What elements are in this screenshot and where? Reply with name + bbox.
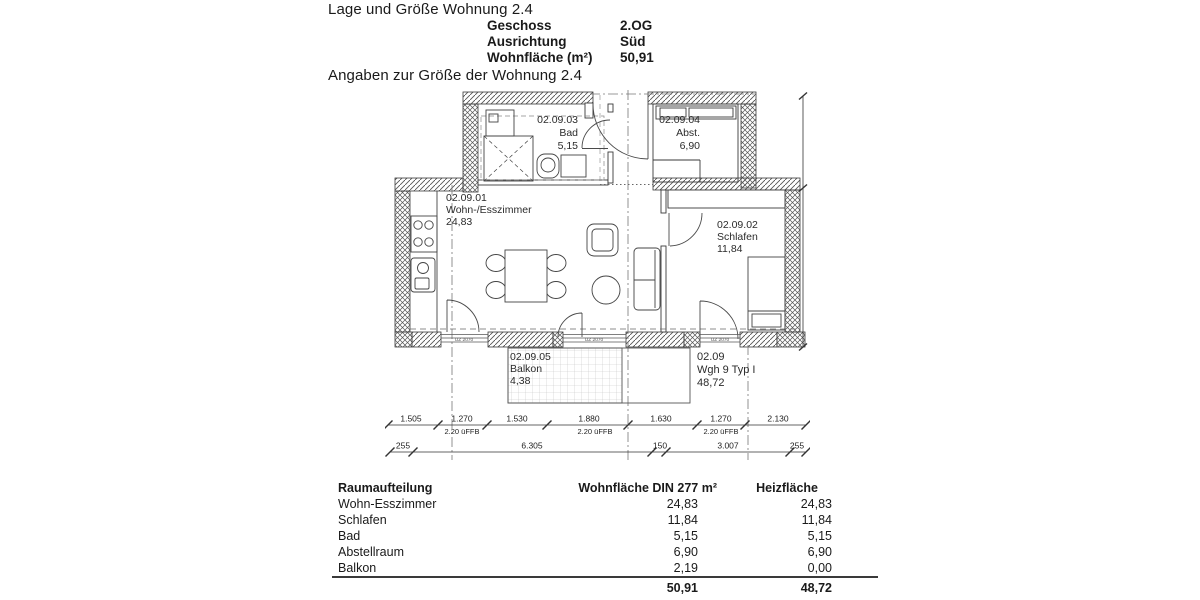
table-row-din: 6,90: [673, 545, 698, 559]
page-title: Lage und Größe Wohnung 2.4: [328, 1, 533, 18]
window-type-label: UZ 2070: [710, 338, 730, 343]
table-row-label: Wohn-Esszimmer: [338, 497, 437, 511]
bedroom-door-arc: [669, 213, 702, 246]
pillow: [752, 314, 781, 327]
entry-door-arc: [593, 104, 648, 159]
sofa: [634, 248, 660, 310]
dim-value: 255: [395, 440, 411, 451]
svg-text:02.09.03: 02.09.03: [537, 114, 578, 126]
svg-text:4,38: 4,38: [510, 375, 531, 387]
table-total-din: 50,91: [666, 581, 698, 595]
svg-text:24,83: 24,83: [446, 216, 473, 228]
svg-text:Abst.: Abst.: [676, 127, 700, 139]
table-row-label: Schlafen: [338, 513, 387, 527]
dim-value: 255: [789, 440, 805, 451]
svg-text:11,84: 11,84: [717, 243, 743, 255]
bed: [748, 257, 785, 330]
table-total-heiz: 48,72: [800, 581, 832, 595]
field-value-ausrichtung: Süd: [620, 34, 646, 49]
field-label-geschoss: Geschoss: [487, 18, 552, 33]
svg-text:02.09.05: 02.09.05: [510, 351, 551, 363]
svg-text:02.09.02: 02.09.02: [717, 219, 758, 231]
dim-value: 1.505: [400, 413, 422, 424]
svg-text:Bad: Bad: [559, 127, 578, 139]
dim-value: 6.305: [521, 440, 543, 451]
side-table: [592, 276, 620, 304]
svg-text:02.09.04: 02.09.04: [659, 114, 700, 126]
svg-text:Balkon: Balkon: [510, 363, 543, 375]
table-total-divider: [332, 576, 878, 578]
kitchen-fixtures: [411, 191, 437, 332]
dim-value: 150: [652, 440, 668, 451]
field-value-wohnflaeche: 50,91: [620, 50, 654, 65]
table-row-heiz: 24,83: [800, 497, 832, 511]
lintel-label: 2.20 üFFB: [703, 427, 739, 436]
svg-text:Wgh 9 Typ I: Wgh 9 Typ I: [697, 364, 756, 376]
lintel-label: 2.20 üFFB: [444, 427, 480, 436]
living-furniture: [486, 224, 660, 310]
svg-text:48,72: 48,72: [697, 377, 725, 389]
dim-value: 1.530: [506, 413, 528, 424]
table-row-din: 24,83: [666, 497, 698, 511]
washbasin: [561, 155, 586, 177]
svg-text:Schlafen: Schlafen: [717, 231, 758, 243]
bedroom-window-door-arc: [700, 301, 738, 339]
svg-text:6,90: 6,90: [679, 140, 700, 152]
table-row-label: Bad: [338, 529, 361, 543]
svg-text:02.09.01: 02.09.01: [446, 192, 487, 204]
table-row-heiz: 5,15: [807, 529, 832, 543]
room-label-storage: [659, 114, 700, 152]
lintel-label: 2.20 üFFB: [577, 427, 613, 436]
field-label-ausrichtung: Ausrichtung: [487, 34, 567, 49]
svg-text:Wohn-/Esszimmer: Wohn-/Esszimmer: [446, 204, 532, 216]
svg-text:02.09: 02.09: [697, 351, 725, 363]
field-value-geschoss: 2.OG: [620, 18, 653, 33]
table-header-wohnflaeche: Wohnfläche DIN 277 m²: [578, 481, 717, 495]
dim-value: 3.007: [717, 440, 739, 451]
room-label-bedroom: [717, 219, 758, 255]
dim-value: 1.270: [710, 413, 732, 424]
dim-value: 1.270: [451, 413, 473, 424]
table-row-heiz: 11,84: [801, 513, 832, 527]
apartment-label: [697, 351, 756, 389]
table-row-din: 11,84: [667, 513, 698, 527]
table-row-heiz: 6,90: [807, 545, 832, 559]
dim-value: 1.880: [578, 413, 600, 424]
dining-table: [505, 250, 547, 302]
room-label-living: [446, 192, 532, 228]
table-row-label: Balkon: [338, 561, 377, 575]
bath-door-arc: [582, 120, 610, 149]
table-row-din: 5,15: [673, 529, 698, 543]
room-label-bath: [537, 114, 578, 152]
window-type-label: UZ 2070: [454, 338, 474, 343]
floor-plan-drawing: [385, 85, 810, 470]
table-row-label: Abstellraum: [338, 545, 404, 559]
field-label-wohnflaeche: Wohnfläche (m²): [487, 50, 593, 65]
table-header-raumaufteilung: Raumaufteilung: [338, 481, 433, 495]
bedroom-furniture: [748, 257, 785, 330]
table-row-heiz: 0,00: [807, 561, 832, 575]
table-header-heizflaeche: Heizfläche: [756, 481, 818, 495]
svg-text:5,15: 5,15: [557, 140, 578, 152]
dim-value: 1.630: [650, 413, 672, 424]
dim-value: 2.130: [767, 413, 789, 424]
table-row-din: 2,19: [673, 561, 698, 575]
window-type-label: UZ 2070: [584, 338, 604, 343]
page-subtitle: Angaben zur Größe der Wohnung 2.4: [328, 67, 583, 84]
